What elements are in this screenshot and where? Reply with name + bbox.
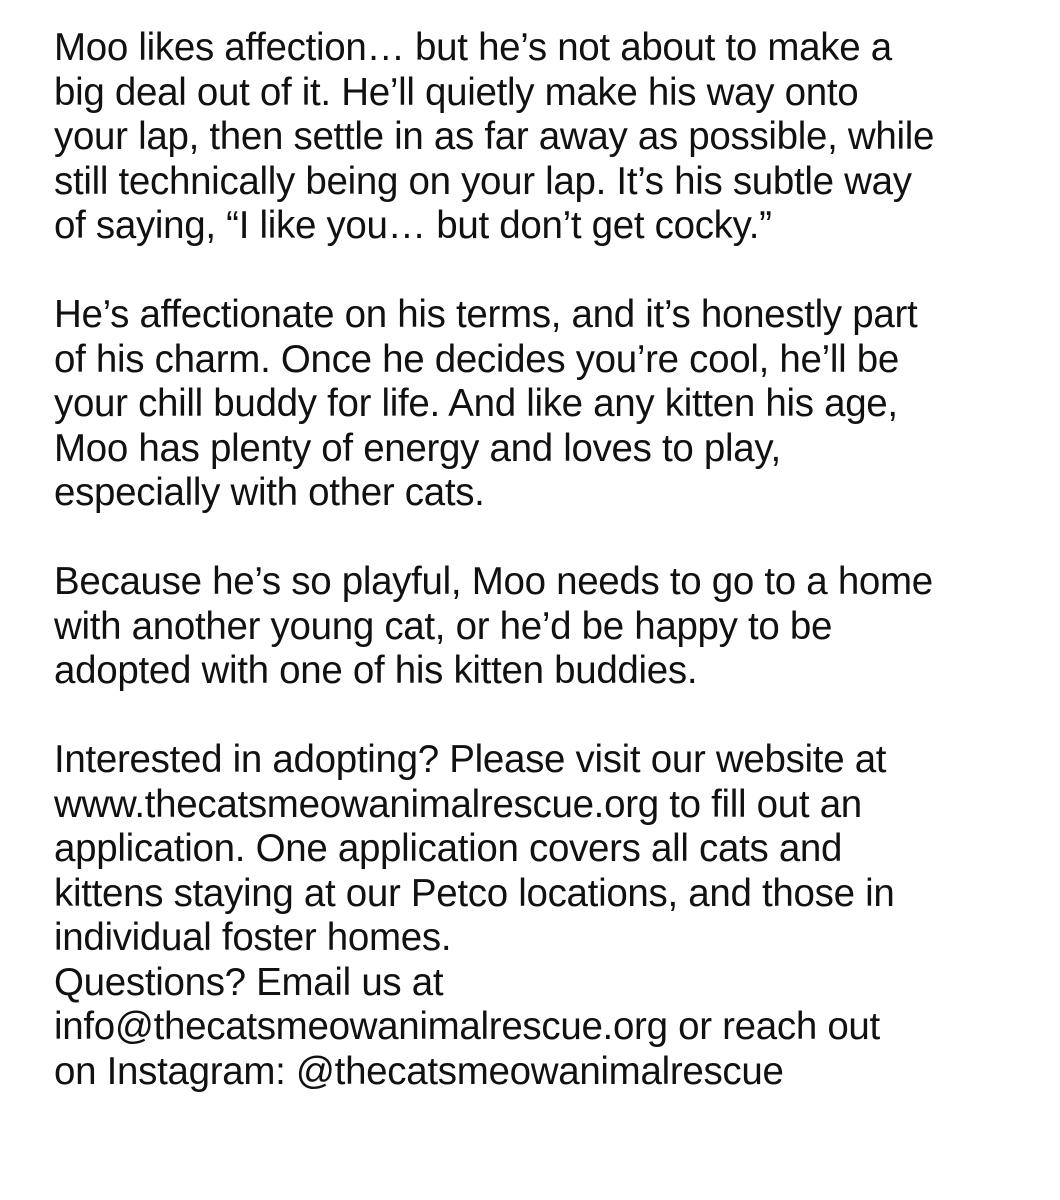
text-line: adopted with one of his kitten buddies. <box>54 649 698 692</box>
instagram-line: on Instagram: @thecatsmeowanimalrescue <box>54 1049 784 1093</box>
text-line: He’s affectionate on his terms, and it’s honestly part <box>54 293 918 336</box>
website-line: www.thecatsmeowanimalrescue.org to fill out an <box>54 782 862 826</box>
text-line: individual foster homes. <box>54 916 452 959</box>
text-line: of saying, “I like you… but don’t get cocky.” <box>54 204 772 247</box>
text-line: Moo likes affection… but he’s not about to make a <box>54 26 892 69</box>
paragraph-spacer <box>54 694 1044 739</box>
text-line: your chill buddy for life. And like any kitten his age, <box>54 382 898 425</box>
text-line: Because he’s so playful, Moo needs to go to a home <box>54 560 933 603</box>
paragraph-moo-home-needs <box>54 560 1044 694</box>
text-line: application. One application covers all cats and <box>54 827 843 870</box>
paragraph-adoption-contact <box>54 738 1044 1094</box>
email-line: info@thecatsmeowanimalrescue.org or reach out <box>54 1005 880 1048</box>
paragraph-moo-affection <box>54 26 1044 249</box>
paragraph-spacer <box>54 516 1044 561</box>
text-line: especially with other cats. <box>54 471 485 514</box>
text-line: with another young cat, or he’d be happy to be <box>54 604 833 648</box>
text-line: Questions? Email us at <box>54 960 444 1004</box>
text-line: Interested in adopting? Please visit our website at <box>54 738 887 781</box>
text-line: kittens staying at our Petco locations, and those in <box>54 871 895 915</box>
text-line: of his charm. Once he decides you’re cool, he’ll be <box>54 337 899 381</box>
paragraph-spacer <box>54 249 1044 294</box>
text-line: your lap, then settle in as far away as possible, while <box>54 115 935 158</box>
paragraph-moo-terms <box>54 293 1044 516</box>
document-body <box>54 26 1044 1094</box>
text-line: Moo has plenty of energy and loves to play, <box>54 426 781 470</box>
text-line: big deal out of it. He’ll quietly make his way onto <box>54 70 859 114</box>
text-line: still technically being on your lap. It’s his subtle way <box>54 159 912 203</box>
